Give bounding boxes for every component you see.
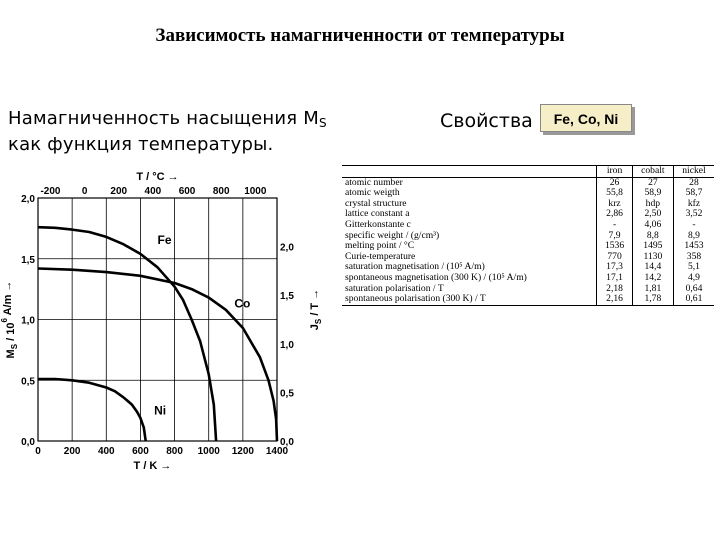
series-ni-line bbox=[38, 379, 146, 441]
property-name: saturation magnetisation / (10⁵ A/m) bbox=[345, 261, 485, 273]
table-body bbox=[342, 177, 714, 305]
series-label-co: Co bbox=[234, 296, 251, 311]
property-name: saturation polarisation / T bbox=[345, 282, 444, 294]
property-name: atomic weigth bbox=[345, 187, 400, 199]
property-value: 1130 bbox=[632, 252, 673, 263]
property-value: 14,4 bbox=[632, 262, 673, 273]
properties-table bbox=[342, 165, 714, 306]
y-left-label-part: M bbox=[5, 349, 17, 359]
property-value: kfz bbox=[673, 199, 714, 210]
series-label-fe: Fe bbox=[157, 233, 172, 248]
y-left-tick-label: 1,0 bbox=[21, 315, 35, 327]
y-left-tick-label: 0,0 bbox=[21, 437, 35, 448]
y-left-tick-label: 2,0 bbox=[21, 194, 35, 205]
header-nickel: nickel bbox=[673, 166, 714, 178]
property-value: - bbox=[673, 220, 714, 231]
x-tick-label: 0 bbox=[35, 446, 41, 457]
property-value: 7,9 bbox=[597, 231, 632, 242]
y-right-label-part: S bbox=[314, 318, 323, 325]
y-left-label-part: S bbox=[10, 343, 19, 350]
property-value: 55,8 bbox=[597, 188, 632, 199]
property-value: 28 bbox=[673, 177, 714, 188]
x-tick-label: 1200 bbox=[231, 446, 254, 457]
property-value: 58,9 bbox=[632, 188, 673, 199]
x-tick-label: 800 bbox=[166, 446, 183, 457]
property-value: 26 bbox=[597, 177, 632, 188]
y-left-tick-label: 0,5 bbox=[21, 376, 35, 388]
y-right-label-part: J bbox=[309, 324, 321, 331]
property-name: spontaneous polarisation (300 K) / T bbox=[342, 294, 597, 305]
property-value: 2,16 bbox=[597, 294, 632, 305]
table-row bbox=[342, 220, 714, 231]
table-row bbox=[342, 294, 714, 305]
y-right-tick-label: 0,5 bbox=[280, 388, 294, 400]
properties-label: Свойства bbox=[440, 110, 533, 132]
property-name: lattice constant a bbox=[345, 208, 410, 220]
property-name: melting point / °C bbox=[345, 240, 415, 252]
property-value: - bbox=[597, 220, 632, 231]
property-name: atomic number bbox=[345, 176, 403, 188]
x-tick-label: 600 bbox=[132, 446, 149, 457]
property-value: 4,06 bbox=[632, 220, 673, 231]
property-value: 2,50 bbox=[632, 209, 673, 220]
property-name: specific weight / (g/cm³) bbox=[345, 229, 440, 241]
property-value: 0,61 bbox=[673, 294, 714, 305]
magnetization-chart bbox=[0, 160, 340, 500]
y-left-label-part: / 10 bbox=[5, 322, 17, 344]
heading-line-1: Намагниченность насыщения M bbox=[8, 108, 319, 129]
series-label-ni: Ni bbox=[154, 403, 167, 418]
y-right-tick-label: 2,0 bbox=[280, 242, 294, 254]
top-tick-label: 400 bbox=[144, 186, 162, 197]
y-right-label-part: / T → bbox=[309, 288, 321, 319]
x-tick-label: 400 bbox=[97, 446, 115, 457]
property-name: Gitterkonstante c bbox=[345, 218, 411, 230]
x-axis-label: T / K → bbox=[133, 460, 172, 472]
property-value: 8,9 bbox=[673, 231, 714, 242]
property-value: 5,1 bbox=[673, 262, 714, 273]
y-left-tick-label: 1,5 bbox=[21, 254, 35, 266]
property-name: spontaneous magnetisation (300 K) / (10⁵ A/m) bbox=[345, 271, 527, 283]
y-right-tick-label: 1,5 bbox=[280, 291, 294, 303]
property-value: 0,64 bbox=[673, 284, 714, 295]
series-fe-line bbox=[38, 227, 216, 441]
chart-heading bbox=[8, 108, 327, 155]
x-tick-label: 200 bbox=[63, 446, 81, 457]
header-property bbox=[342, 166, 597, 178]
property-value: krz bbox=[597, 199, 632, 210]
property-value: 17,1 bbox=[597, 273, 632, 284]
x-tick-label: 1000 bbox=[197, 446, 220, 457]
property-value: 770 bbox=[597, 252, 632, 263]
top-tick-label: 1000 bbox=[244, 186, 267, 197]
property-value: 8,8 bbox=[632, 231, 673, 242]
y-left-label-part: A/m → bbox=[2, 280, 14, 319]
property-value: 1536 bbox=[597, 241, 632, 252]
table-row bbox=[342, 273, 714, 284]
property-value: 1,78 bbox=[632, 294, 673, 305]
property-value: 3,52 bbox=[673, 209, 714, 220]
property-value: 58,7 bbox=[673, 188, 714, 199]
y-left-axis-label bbox=[0, 281, 19, 359]
property-value: hdp bbox=[632, 199, 673, 210]
property-value: 27 bbox=[632, 177, 673, 188]
property-value: 1,81 bbox=[632, 284, 673, 295]
header-iron: iron bbox=[597, 166, 632, 178]
top-tick-label: -200 bbox=[40, 186, 61, 197]
heading-line-2: как функция температуры. bbox=[8, 134, 274, 155]
elements-badge: Fe, Co, Ni bbox=[540, 104, 632, 132]
table-header-row bbox=[342, 166, 714, 178]
y-right-axis-label bbox=[309, 289, 323, 330]
x-tick-label: 1400 bbox=[265, 446, 289, 457]
property-value: 358 bbox=[673, 252, 714, 263]
top-tick-label: 0 bbox=[81, 186, 88, 197]
property-value: 14,2 bbox=[632, 273, 673, 284]
property-value: 1495 bbox=[632, 241, 673, 252]
property-value: 2,18 bbox=[597, 284, 632, 295]
heading-subscript: S bbox=[318, 116, 327, 130]
property-name: crystal structure bbox=[345, 197, 407, 209]
property-name: Curie-temperature bbox=[345, 250, 416, 262]
y-left-label-part: 6 bbox=[0, 318, 9, 323]
property-value: 17,3 bbox=[597, 262, 632, 273]
property-value: 4,9 bbox=[673, 273, 714, 284]
y-right-tick-label: 1,0 bbox=[280, 339, 294, 351]
property-value: 2,86 bbox=[597, 209, 632, 220]
top-tick-label: 800 bbox=[212, 186, 230, 197]
top-tick-label: 200 bbox=[110, 186, 128, 197]
top-axis-label: T / °C → bbox=[136, 171, 179, 183]
slide-title: Зависимость намагниченности от температуры bbox=[155, 25, 565, 46]
header-cobalt: cobalt bbox=[632, 166, 673, 178]
property-value: 1453 bbox=[673, 241, 714, 252]
y-right-tick-label: 0,0 bbox=[280, 437, 294, 448]
top-tick-label: 600 bbox=[178, 186, 196, 197]
